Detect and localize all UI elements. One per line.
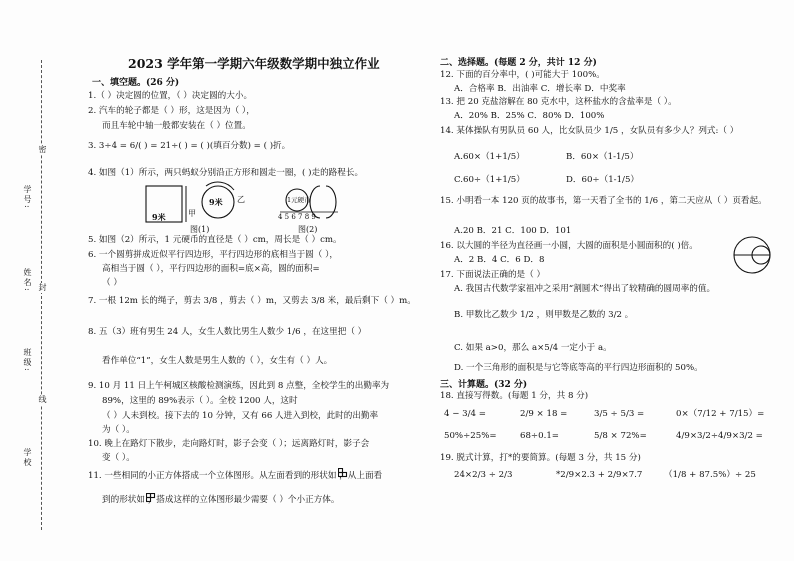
name-label: 姓名: [23,268,32,293]
question-6b: 高相当于圆（ ），平行四边形的面积=底×高，圆的面积= [102,264,320,274]
calc-3-2: *2/9×2.3 + 2/9×7.7 [556,470,643,480]
seal-feng: 封 [38,283,47,293]
section2-header: 二、选择题。(每题 2 分，共计 12 分) [440,58,597,68]
question-11a: 11. 一些相同的小正方体搭成一个立体图形。从左面看到的形状如 ，从上面看 [88,471,383,481]
question-10b: 变（ ）。 [102,453,135,463]
question-13: 13. 把 20 克盐溶解在 80 克水中，这杯盐水的含盐率是（ ）。 [440,97,677,107]
question-5: 5. 如图（2）所示，1 元硬币的直径是（ ）cm，周长是（ ）cm。 [88,235,342,245]
figure-label-coin: 1元硬币 [287,196,311,204]
question-4: 4. 如图（1）所示，两只蚂蚁分别沿正方形和圆走一圈，( )走的路程长。 [88,168,364,178]
student-no-label: 学号: [23,185,32,210]
circles-figure [732,235,772,275]
question-15: 15. 小明看一本 120 页的故事书，第一天看了全书的 1/6 ，第二天应从（ ）页看起。 [440,196,767,206]
question-18: 18. 直接写得数。(每题 1 分，共 8 分) [440,391,589,401]
question-9d: 为（ ）。 [102,425,135,435]
question-8a: 8. 五（3）班有男生 24 人，女生人数比男生人数少 1/6 ，在这里把（ ） [88,327,367,337]
section1-header: 一、填空题。(26 分) [92,78,180,88]
question-17-option-b: B. 甲数比乙数少 1/2 ，则甲数是乙数的 3/2 。 [454,310,634,320]
question-9c: （ ）人未到校。接下去的 10 分钟，又有 66 人进入到校，此时的出勤率 [102,411,379,421]
top-view-icon [146,493,160,503]
question-13-options: A．20% B．25% C．80% D．100% [454,111,605,121]
question-10a: 10. 晚上在路灯下散步，走向路灯时，影子会变（ ）；远离路灯时，影子会 [88,439,370,449]
question-17: 17. 下面说法正确的是（ ） [440,270,546,280]
question-3: 3. 3÷4 = 6/( ) = 21÷( ) = ( )(填百分数) = ( )折。 [88,141,291,151]
question-14-option-d: D．60÷（1-1/5） [566,175,640,185]
figure-label-jia: 甲 [188,209,196,218]
question-16-options: A．2 B．4 C．6 D．8 [454,255,545,265]
figure-caption-2: 图(2) [298,225,318,234]
question-11b: 到的形状如 ，搭成这样的立体图形最少需要（ ）个小正方体。 [102,495,340,505]
calc-1-1: 4 − 3/4 = [444,409,486,419]
question-6c: （ ） [102,278,122,288]
seal-xian: 线 [38,395,47,405]
coin-bracket-right [326,186,336,218]
calc-2-2: 68÷0.1= [520,431,560,441]
section3-header: 三、计算题。(32 分) [440,380,528,390]
question-17-option-d: D. 一个三角形的面积是与它等底等高的平行四边形面积的 50%。 [454,363,703,373]
question-19: 19. 脱式计算，打*的要简算。(每题 3 分，共 15 分) [440,453,641,463]
figure-label-9m-b: 9米 [209,197,223,207]
question-14: 14. 某体操队有男队员 60 人，比女队员少 1/5 ，女队员有多少人？列式:（ ） [440,126,739,136]
figure-ruler-ticks: 4 5 6 7 8 9 [278,213,316,221]
question-9b: 89%，这里的 89%表示（ ）。全校 1200 人，这时 [102,396,298,406]
calc-3-1: 24×2/3 ÷ 2/3 [454,470,513,480]
calc-2-4: 4/9×3/2÷4/9×3/2 = [676,431,763,441]
question-7: 7. 一根 12m 长的绳子，剪去 3/8 ，剪去（ ）m，又剪去 3/8 米，最后剩下（ ）m。 [88,296,416,306]
question-14-option-b: B．60×（1-1/5） [566,152,639,162]
calc-1-3: 3/5 ÷ 5/3 = [594,409,645,419]
page-title: 2023 学年第一学期六年级数学期中独立作业 [128,56,380,71]
left-view-icon [338,468,348,478]
question-8b: 看作单位“1”，女生人数是男生人数的（ ），女生有（ ）人。 [102,356,333,366]
figure-label-9m-a: 9米 [152,212,166,222]
school-label: 学校 [23,448,32,468]
question-1: 1.（ ）决定圆的位置，（ ）决定圆的大小。 [88,91,253,101]
question-6a: 6. 一个圆剪拼成近似平行四边形，平行四边形的底相当于圆（ ）， [88,250,338,260]
seal-mi: 密 [38,145,47,155]
question-17-option-c: C. 如果 a>0，那么 a×5/4 一定小于 a。 [454,343,612,353]
binding-seal-line [41,60,42,530]
question-2a: 2. 汽车的轮子都是（ ）形，这是因为（ ）， [88,106,255,116]
calc-2-1: 50%÷25%= [444,431,497,441]
question-14-option-c: C.60÷（1+1/5） [454,175,525,185]
question-17-option-a: A. 我国古代数学家祖冲之采用“割圆术”得出了较精确的圆周率的值。 [454,284,716,294]
question-15-options: A.20 B．21 C．100 D．101 [454,226,572,236]
question-14-option-a: A.60×（1+1/5） [454,152,525,162]
calc-3-3: （1/8 + 87.5%）÷ 25 [664,470,756,480]
question-12: 12. 下面的百分率中，( )可能大于 100%。 [440,70,605,80]
calc-1-4: 0×（7/12 + 7/15）= [676,409,765,419]
figure-label-yi: 乙 [237,195,245,204]
question-2b: 而且车轮中轴一般都安装在（ ）位置。 [102,121,251,131]
class-label: 班级: [23,348,32,373]
question-12-options: A．合格率 B．出油率 C．增长率 D．中奖率 [454,84,626,94]
figure-caption-1: 图(1) [190,225,210,234]
question-9a: 9. 10 月 11 日上午柯城区核酸检测演练，因此到 8 点整，全校学生的出勤率为 [88,381,390,391]
calc-1-2: 2/9 × 18 = [520,409,568,419]
question-16: 16. 以大圆的半径为直径画一小圆，大圆的面积是小圆面积的( )倍。 [440,241,698,251]
calc-2-3: 5/8 × 72%= [594,431,647,441]
